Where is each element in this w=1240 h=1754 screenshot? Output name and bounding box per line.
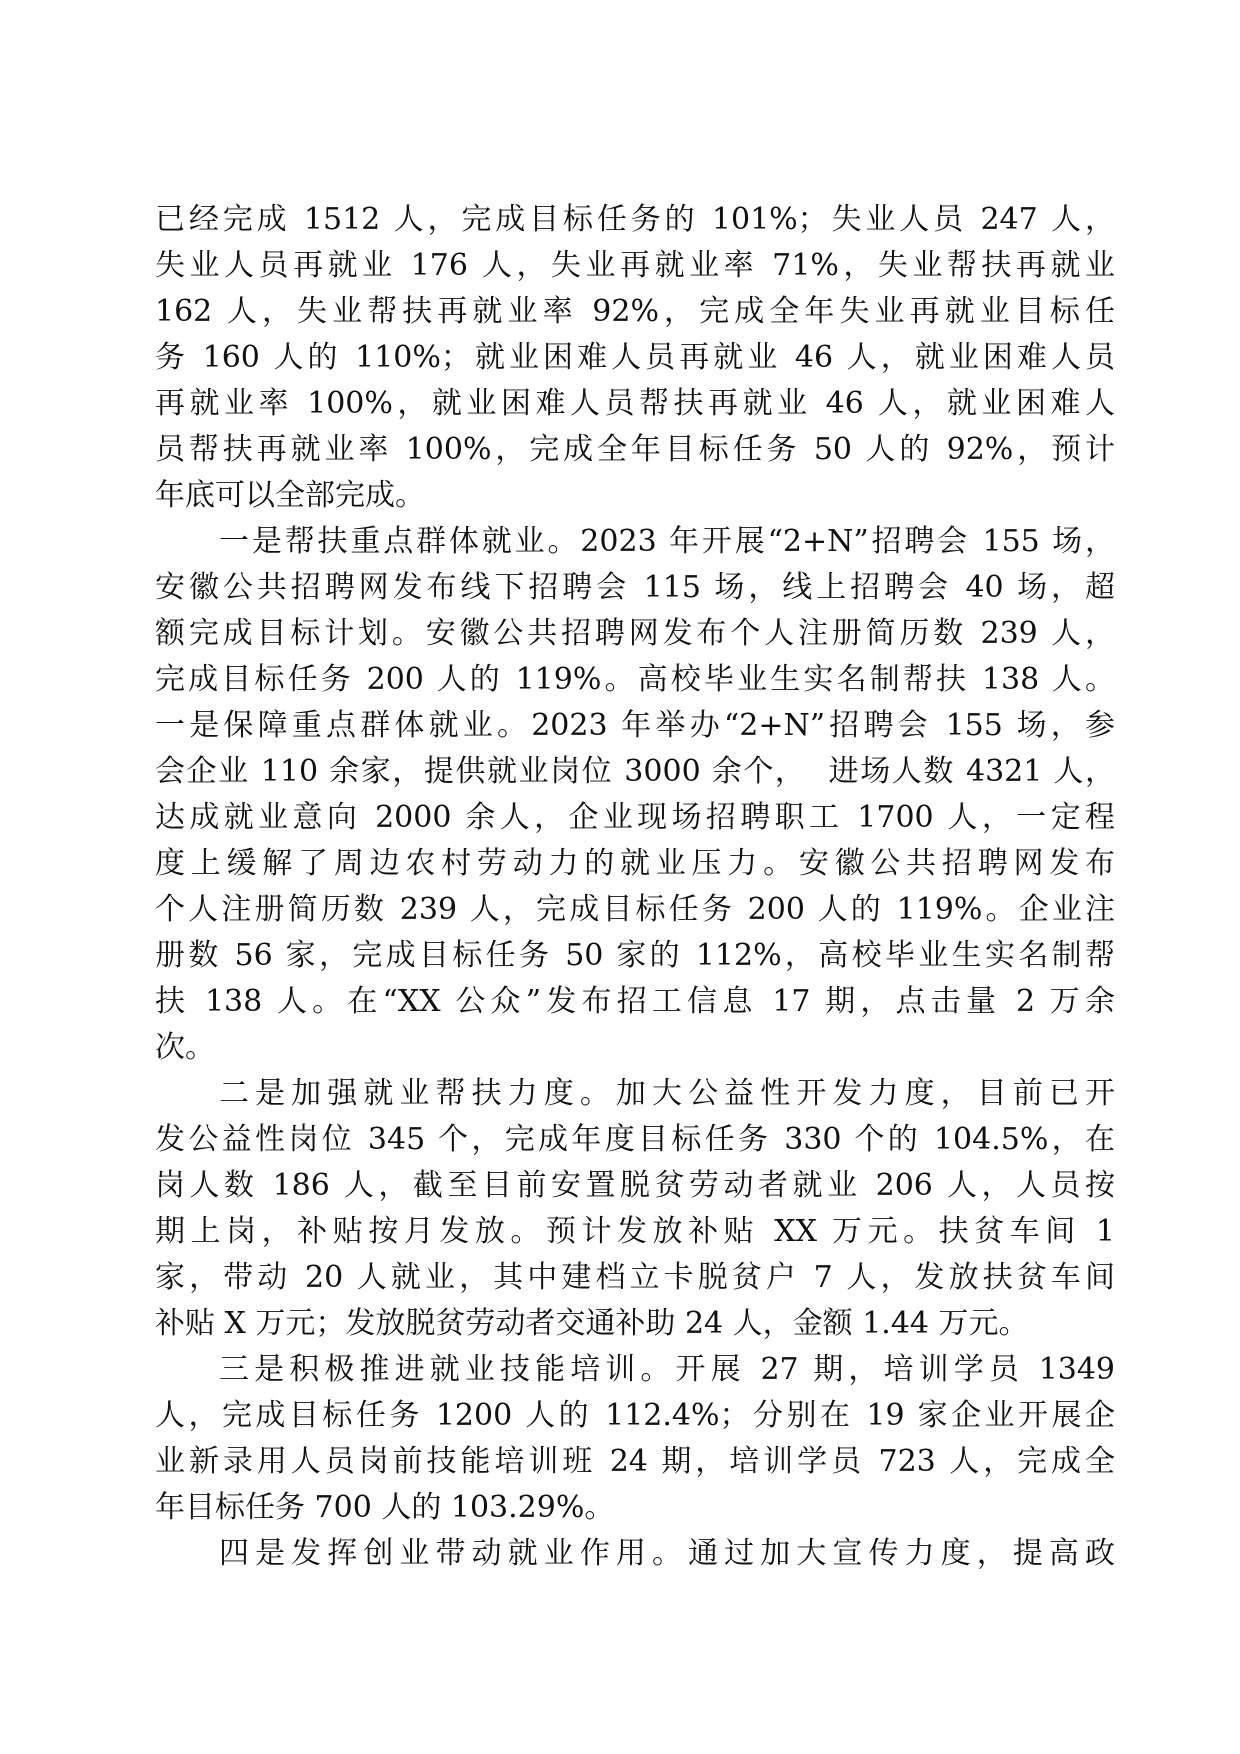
text-line: 扶 138 人。在“XX 公众”发布招工信息 17 期，点击量 2 万余: [155, 984, 1115, 1019]
text-line: 次。: [155, 1030, 215, 1065]
text-line: 已经完成 1512 人，完成目标任务的 101%；失业人员 247 人，: [155, 202, 1115, 237]
text-line: 发公益性岗位 345 个，完成年度目标任务 330 个的 104.5%，在: [155, 1122, 1115, 1157]
text-line: 补贴 X 万元；发放脱贫劳动者交通补助 24 人，金额 1.44 万元。: [155, 1306, 1029, 1341]
text-line: 一是保障重点群体就业。2023 年举办“2+N”招聘会 155 场，参: [155, 708, 1115, 743]
text-line: 完成目标任务 200 人的 119%。高校毕业生实名制帮扶 138 人。: [155, 662, 1115, 697]
text-line: 会企业 110 余家，提供就业岗位 3000 余个， 进场人数 4321 人，: [155, 754, 1115, 789]
text-line: 家，带动 20 人就业，其中建档立卡脱贫户 7 人，发放扶贫车间: [155, 1260, 1115, 1295]
text-line: 册数 56 家，完成目标任务 50 家的 112%，高校毕业生实名制帮: [155, 938, 1115, 973]
paragraph-start-line: 一是帮扶重点群体就业。2023 年开展“2+N”招聘会 155 场，: [219, 524, 1115, 559]
text-line: 达成就业意向 2000 余人，企业现场招聘职工 1700 人，一定程: [155, 800, 1115, 835]
text-line: 岗人数 186 人，截至目前安置脱贫劳动者就业 206 人，人员按: [155, 1168, 1115, 1203]
text-line: 安徽公共招聘网发布线下招聘会 115 场，线上招聘会 40 场，超: [155, 570, 1115, 605]
text-line: 年底可以全部完成。: [155, 478, 425, 513]
text-line: 期上岗，补贴按月发放。预计发放补贴 XX 万元。扶贫车间 1: [155, 1214, 1115, 1249]
paragraph-start-line: 二是加强就业帮扶力度。加大公益性开发力度，目前已开: [219, 1076, 1115, 1111]
text-line: 业新录用人员岗前技能培训班 24 期，培训学员 723 人，完成全: [155, 1444, 1115, 1479]
text-line: 162 人，失业帮扶再就业率 92%，完成全年失业再就业目标任: [155, 294, 1115, 329]
text-line: 人，完成目标任务 1200 人的 112.4%；分别在 19 家企业开展企: [155, 1398, 1115, 1433]
text-line: 额完成目标计划。安徽公共招聘网发布个人注册简历数 239 人，: [155, 616, 1115, 651]
text-line: 个人注册简历数 239 人，完成目标任务 200 人的 119%。企业注: [155, 892, 1115, 927]
paragraph-start-line: 四是发挥创业带动就业作用。通过加大宣传力度，提高政: [219, 1536, 1115, 1571]
text-line: 员帮扶再就业率 100%，完成全年目标任务 50 人的 92%，预计: [155, 432, 1115, 467]
text-line: 再就业率 100%，就业困难人员帮扶再就业 46 人，就业困难人: [155, 386, 1115, 421]
text-line: 度上缓解了周边农村劳动力的就业压力。安徽公共招聘网发布: [155, 846, 1115, 881]
body-text: [155, 197, 1115, 1577]
text-line: 失业人员再就业 176 人，失业再就业率 71%，失业帮扶再就业: [155, 248, 1115, 283]
paragraph-start-line: 三是积极推进就业技能培训。开展 27 期，培训学员 1349: [219, 1352, 1115, 1387]
text-line: 务 160 人的 110%；就业困难人员再就业 46 人，就业困难人员: [155, 340, 1115, 375]
text-line: 年目标任务 700 人的 103.29%。: [155, 1490, 615, 1525]
